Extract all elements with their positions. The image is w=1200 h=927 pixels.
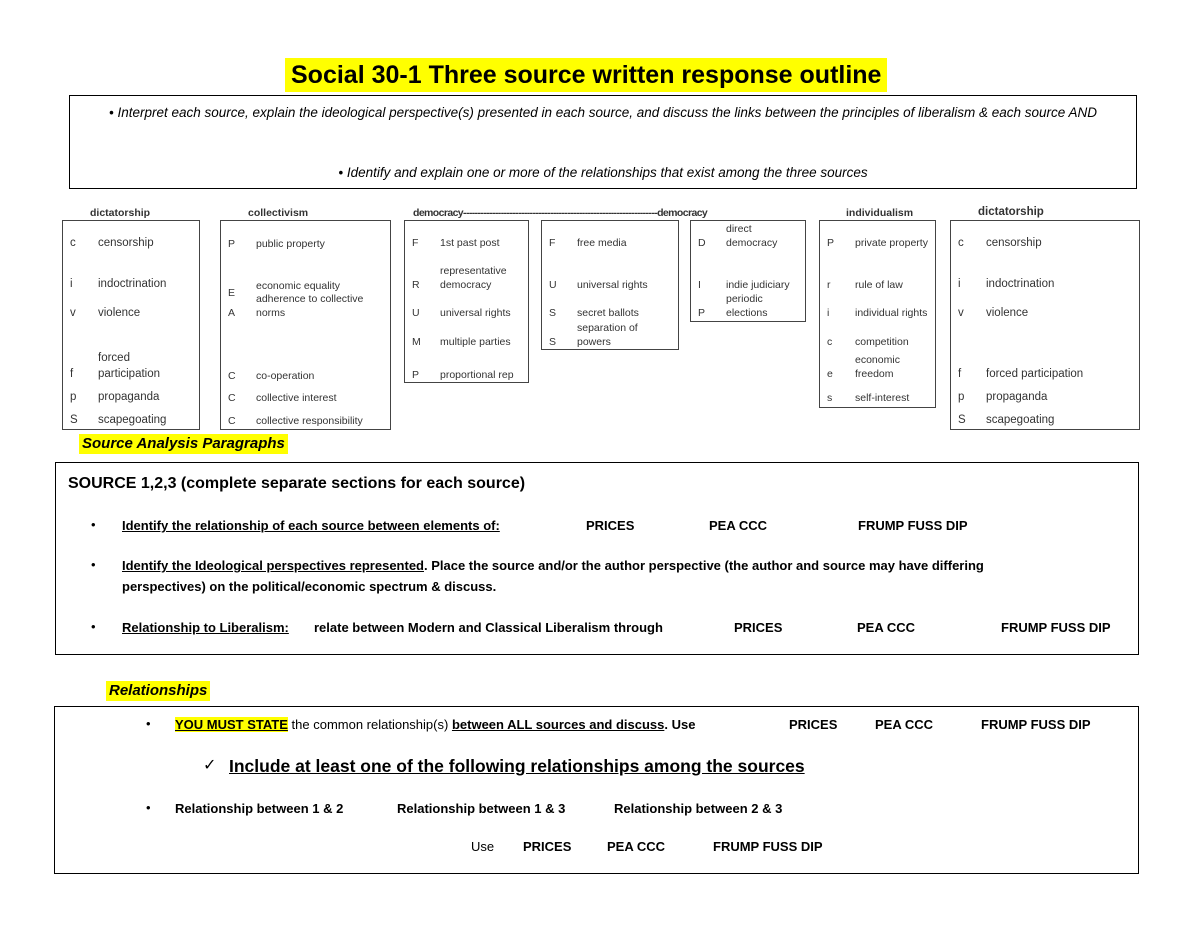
prices-label: PRICES xyxy=(789,717,838,732)
frump-label: FRUMP FUSS DIP xyxy=(1001,620,1111,635)
democracy-col3-box: direct D democracy I indie judiciary periodic P elections xyxy=(690,220,806,322)
instruction-line-1: • Interpret each source, explain the ideological perspective(s) presented in each source, and discuss the links between the principles of liberalism & each source AND xyxy=(109,105,1097,120)
frump-label: FRUMP FUSS DIP xyxy=(713,839,823,854)
democracy-col2-box: F free media U universal rights S secret ballots separation of S powers xyxy=(541,220,679,350)
source-analysis-box xyxy=(55,462,1139,655)
dictatorship-right-box: c censorship i indoctrination v violence f forced participation p propaganda S scapegoating xyxy=(950,220,1140,430)
pea-ccc-label: PEA CCC xyxy=(875,717,934,732)
pea-ccc-label: PEA CCC xyxy=(709,518,768,533)
individualism-box: P private property r rule of law i individual rights c competition economic e freedom s self-interest xyxy=(819,220,936,408)
prices-label: PRICES xyxy=(734,620,783,635)
individualism-heading: individualism xyxy=(846,207,914,219)
source-heading: SOURCE 1,2,3 (complete separate sections for each source) xyxy=(68,475,526,492)
collectivism-box: P public property economic equality E adherence to collective A norms C co-operation C collective interest C collective responsibility xyxy=(220,220,391,430)
page-title: Social 30-1 Three source written response outline xyxy=(285,58,887,92)
check-icon: ✓ xyxy=(203,757,217,774)
bullet-1-label: Identify the relationship of each source between elements of: xyxy=(122,518,500,533)
bullet-3-text: relate between Modern and Classical Liberalism through xyxy=(314,620,663,635)
collectivism-heading: collectivism xyxy=(248,207,309,219)
dictatorship-right-heading: dictatorship xyxy=(978,206,1044,218)
frump-label: FRUMP FUSS DIP xyxy=(858,518,968,533)
democracy-heading: democracy-------------------------------------------------------------------democracy xyxy=(413,207,708,219)
bullet-2: • xyxy=(91,557,96,572)
instruction-line-2: • Identify and explain one or more of the relationships that exist among the three sources xyxy=(338,165,868,180)
relationships-box xyxy=(54,706,1139,874)
relationship-2-3: Relationship between 2 & 3 xyxy=(614,801,783,816)
instructions-box xyxy=(69,95,1137,189)
prices-label: PRICES xyxy=(586,518,635,533)
relationships-label: Relationships xyxy=(106,681,210,701)
relationship-1-2: Relationship between 1 & 2 xyxy=(175,801,344,816)
bullet-3-label: Relationship to Liberalism: xyxy=(122,620,289,635)
pea-ccc-label: PEA CCC xyxy=(857,620,916,635)
relationship-1-3: Relationship between 1 & 3 xyxy=(397,801,566,816)
bullet-1: • xyxy=(91,517,96,532)
pea-ccc-label: PEA CCC xyxy=(607,839,666,854)
bullet-relationships: • xyxy=(146,800,151,815)
use-label: Use xyxy=(471,839,495,854)
include-line: Include at least one of the following relationships among the sources xyxy=(229,756,805,776)
bullet-2-line-1: Identify the Ideological perspectives represented. Place the source and/or the author perspective (the author and source may have differing xyxy=(122,558,984,573)
frump-label: FRUMP FUSS DIP xyxy=(981,717,1091,732)
bullet-3: • xyxy=(91,619,96,634)
bullet-must-state: • xyxy=(146,716,151,731)
source-analysis-label: Source Analysis Paragraphs xyxy=(79,434,288,454)
bullet-2-line-2: perspectives) on the political/economic spectrum & discuss. xyxy=(122,579,497,594)
prices-label: PRICES xyxy=(523,839,572,854)
democracy-col1-box: F 1st past post representative R democracy U universal rights M multiple parties P proportional rep xyxy=(404,220,529,383)
dictatorship-left-heading: dictatorship xyxy=(90,207,151,219)
dictatorship-left-box: c censorship i indoctrination v violence forced f participation p propaganda S scapegoating xyxy=(62,220,200,430)
must-state-line: YOU MUST STATE the common relationship(s) between ALL sources and discuss. Use xyxy=(175,717,696,732)
